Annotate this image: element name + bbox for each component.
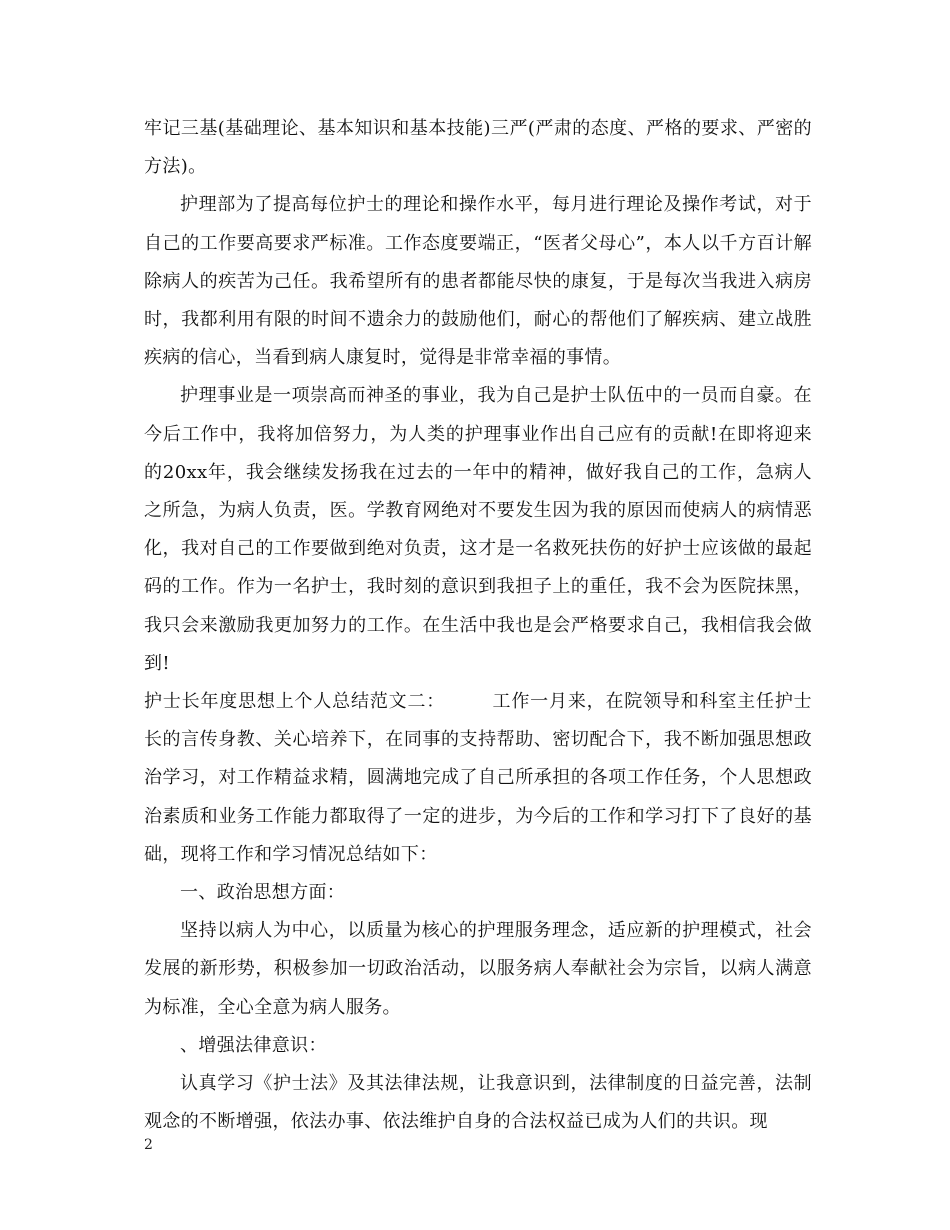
heading-legal-awareness: 、增强法律意识： xyxy=(180,1034,327,1056)
paragraph-summary-sample-two: 护士长年度思想上个人总结范文二： 工作一月来，在院领导和科室主任护士长的言传身教、关心培养下，在同事的支持帮助、密切配合下，我不断加强思想政治学习，对工作精益求精，圆满地完成了自己所承担的各项工作任务，个人思想政治素质和业务工作能力都取得了一定的进步，为今后的工作和学习打下了良好的基础，现将工作和学习情况总结如下： xyxy=(144,691,812,865)
paragraph-nurse-law: 认真学习《护士法》及其法律法规，让我意识到，法律制度的日益完善，法制观念的不断增强，依法办事、依法维护自身的合法权益已成为人们的共识。现 xyxy=(144,1073,812,1133)
paragraph-patient-centered: 坚持以病人为中心，以质量为核心的护理服务理念，适应新的护理模式，社会发展的新形势，积极参加一切政治活动，以服务病人奉献社会为宗旨，以病人满意为标准，全心全意为病人服务。 xyxy=(144,920,812,1018)
heading-political-thought: 一、政治思想方面： xyxy=(180,882,346,904)
paragraph-nursing-department: 护理部为了提高每位护士的理论和操作水平，每月进行理论及操作考试，对于自己的工作要高要求严标准。工作态度要端正，“医者父母心”，本人以千方百计解除病人的疾苦为己任。我希望所有的患者都能尽快的康复，于是每次当我进入病房时，我都利用有限的时间不遗余力的鼓励他们，耐心的帮他们了解疾病、建立战胜疾病的信心，当看到病人康复时，觉得是非常幸福的事情。 xyxy=(144,194,812,369)
paragraph-three-basics: 牢记三基(基础理论、基本知识和基本技能)三严(严肃的态度、严格的要求、严密的方法)。 xyxy=(144,118,812,178)
page-number: 2 xyxy=(144,1137,153,1153)
document-body xyxy=(144,110,812,1141)
paragraph-nursing-career: 护理事业是一项崇高而神圣的事业，我为自己是护士队伍中的一员而自豪。在今后工作中，我将加倍努力，为人类的护理事业作出自己应有的贡献!在即将迎来的20xx年，我会继续发扬我在过去的一年中的精神，做好我自己的工作，急病人之所急，为病人负责，医。学教育网绝对不要发生因为我的原因而使病人的病情恶化，我对自己的工作要做到绝对负责，这才是一名救死扶伤的好护士应该做的最起码的工作。作为一名护士，我时刻的意识到我担子上的重任，我不会为医院抹黑，我只会来激励我更加努力的工作。在生活中我也是会严格要求自己，我相信我会做到! xyxy=(144,385,812,674)
